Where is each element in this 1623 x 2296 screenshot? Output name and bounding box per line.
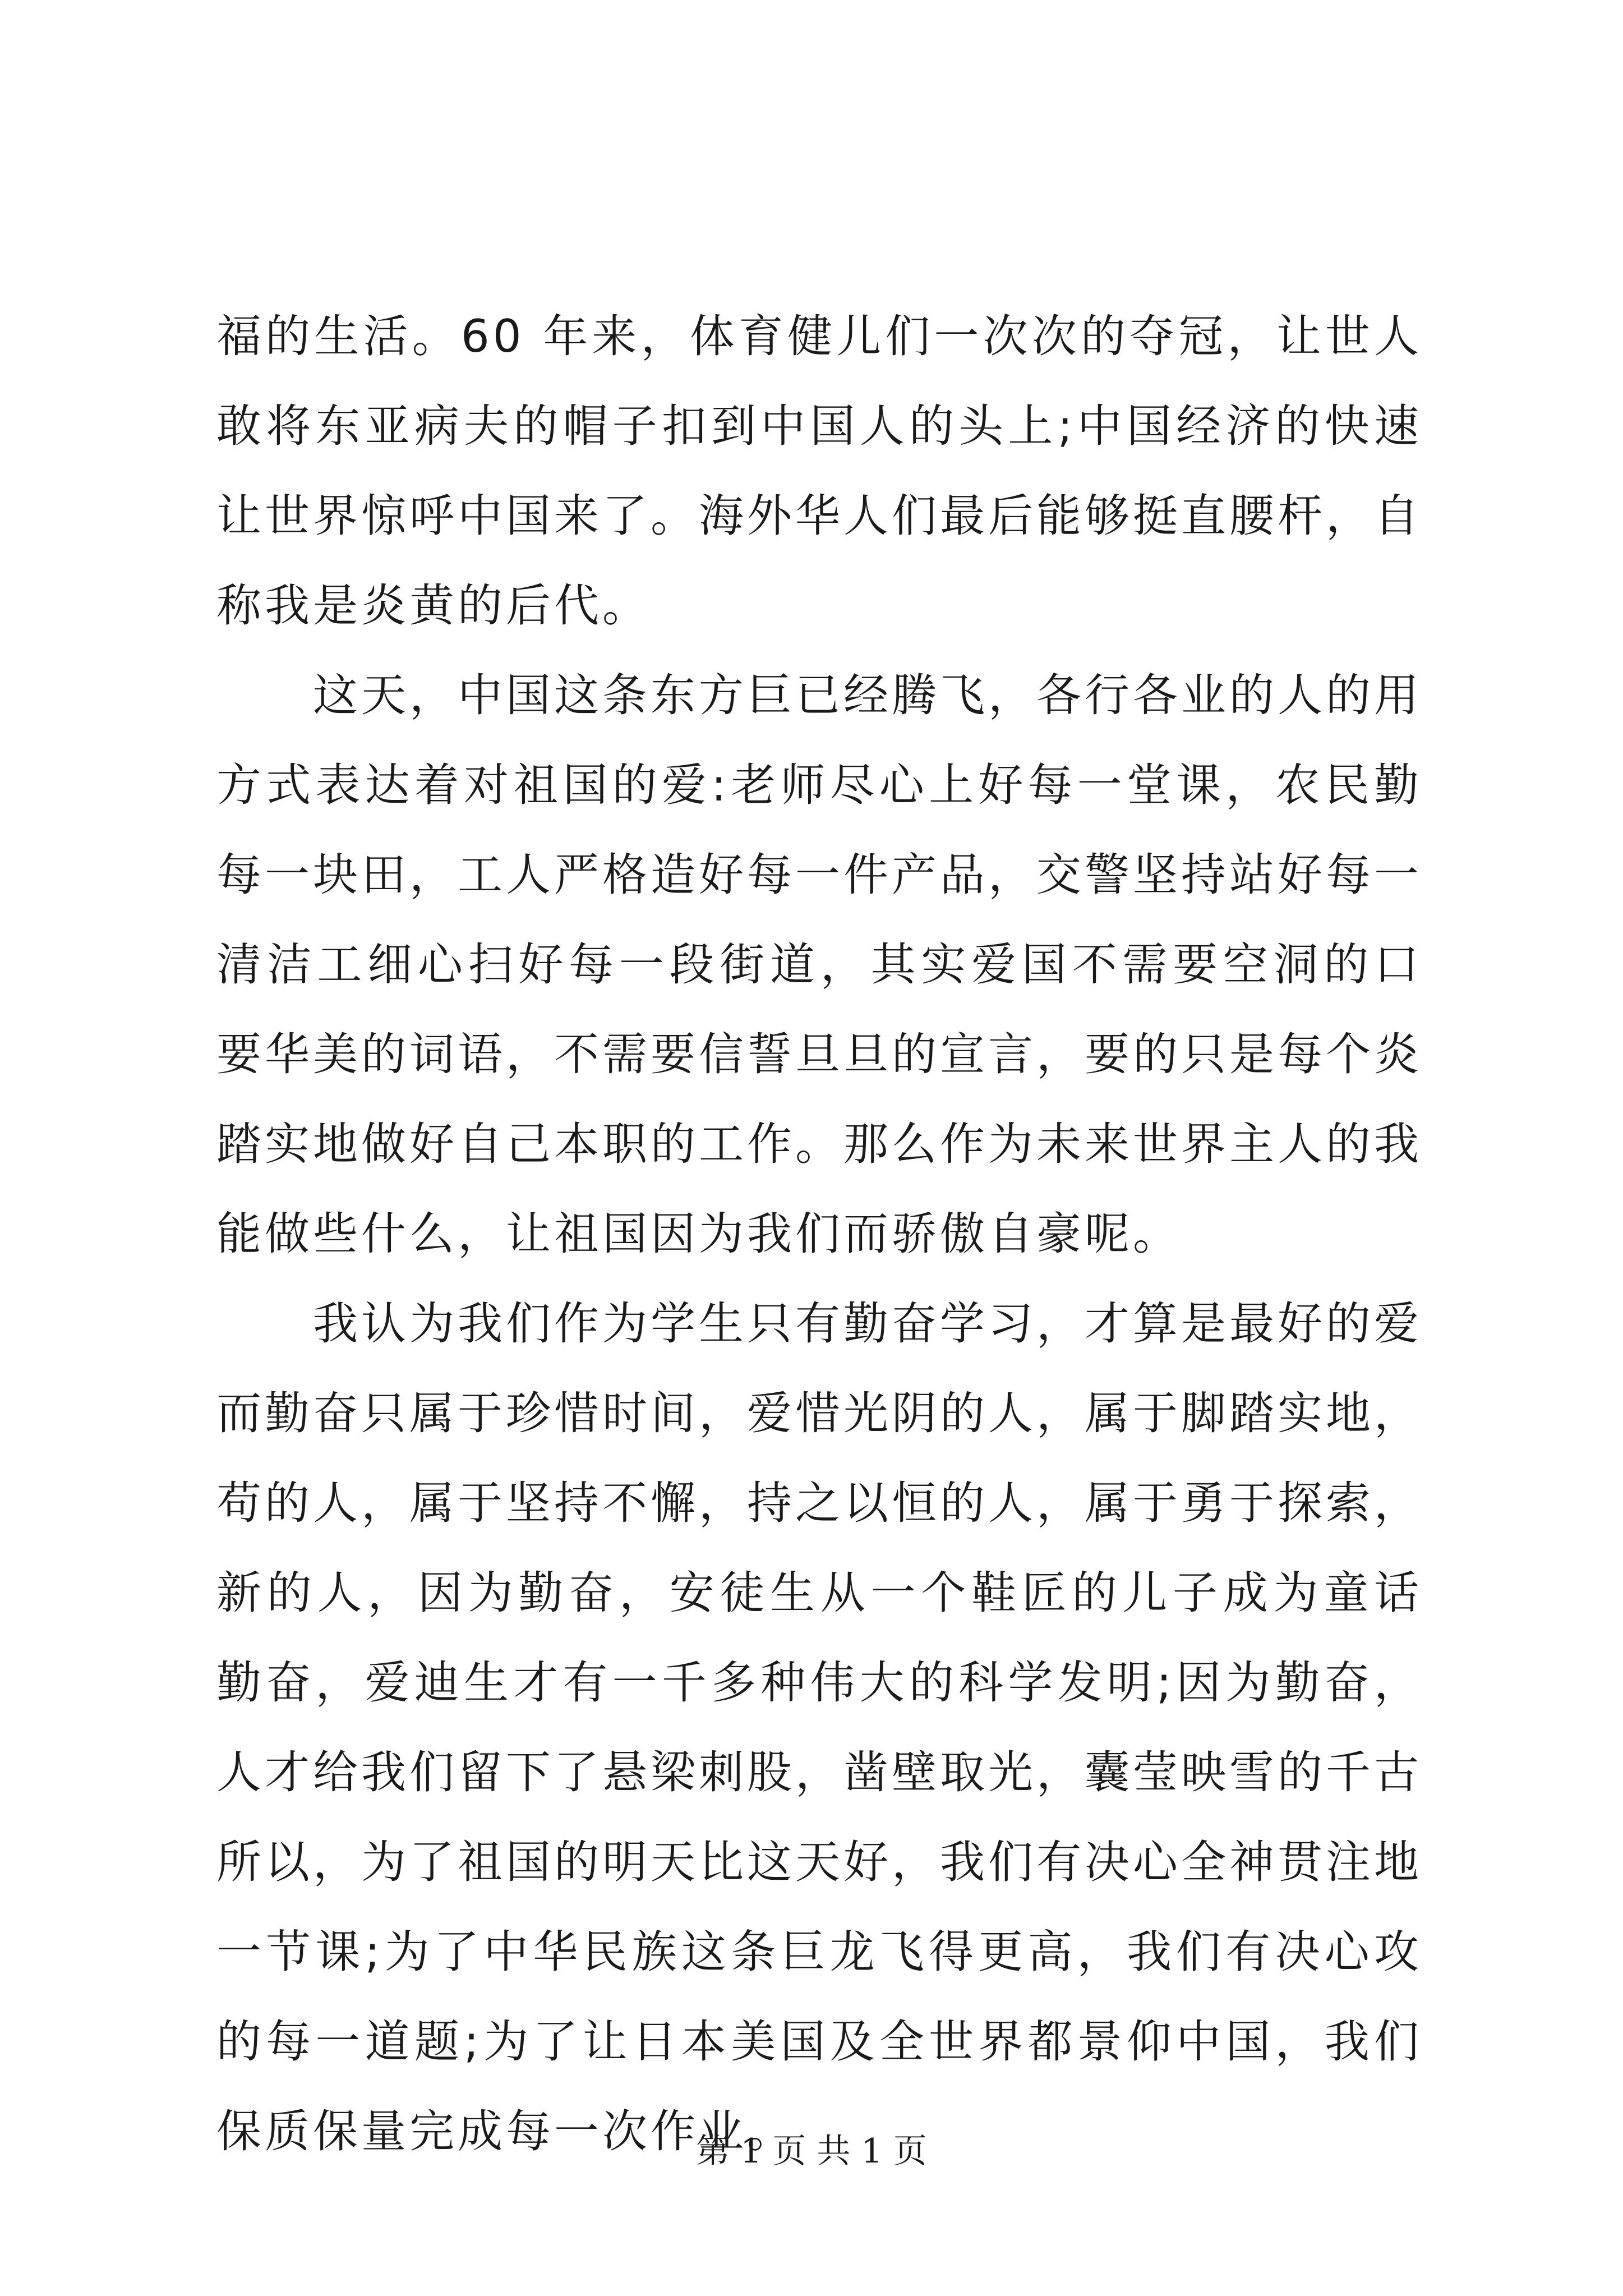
page-footer: 第 1 页 共 1 页 [696,2132,927,2171]
text-line: 每一块田，工人严格造好每一件产品，交警坚持站好每一 [216,849,1422,901]
text-line: 要华美的词语，不需要信誓旦旦的宣言，要的只是每个炎 [216,1028,1422,1080]
text-line: 人才给我们留下了悬梁刺股，凿壁取光，囊莹映雪的千古 [216,1746,1422,1798]
text-line: 敢将东亚病夫的帽子扣到中国人的头上;中国经济的快速 [216,400,1422,452]
text-line: 能做些什么，让祖国因为我们而骄傲自豪呢。 [216,1208,1181,1260]
text-line: 勤奋，爱迪生才有一千多种伟大的科学发明;因为勤奋， [216,1657,1422,1709]
text-line: 苟的人，属于坚持不懈，持之以恒的人，属于勇于探索， [216,1477,1422,1529]
document-body [216,292,1422,2177]
text-line: 这天，中国这条东方巨已经腾飞，各行各业的人的用 [313,669,1422,721]
text-line: 新的人，因为勤奋，安徒生从一个鞋匠的儿子成为童话 [216,1567,1422,1619]
text-line: 称我是炎黄的后代。 [216,579,651,632]
text-line: 福的生活。60 年来，体育健儿们一次次的夺冠，让世人 [216,310,1422,362]
text-line: 方式表达着对祖国的爱:老师尽心上好每一堂课，农民勤 [216,759,1422,811]
text-line: 清洁工细心扫好每一段街道，其实爱国不需要空洞的口 [216,938,1422,991]
text-line: 而勤奋只属于珍惜时间，爱惜光阴的人，属于脚踏实地， [216,1387,1422,1439]
text-line: 保质保量完成每一次作业。 [216,2105,795,2157]
text-line: 踏实地做好自己本职的工作。那么作为未来世界主人的我 [216,1118,1422,1170]
text-line: 让世界惊呼中国来了。海外华人们最后能够挺直腰杆，自 [216,490,1422,542]
text-line: 的每一道题;为了让日本美国及全世界都景仰中国，我们 [216,2016,1422,2068]
text-line: 我认为我们作为学生只有勤奋学习，才算是最好的爱 [313,1297,1422,1350]
text-line: 所以，为了祖国的明天比这天好，我们有决心全神贯注地 [216,1836,1422,1888]
text-line: 一节课;为了中华民族这条巨龙飞得更高，我们有决心攻 [216,1926,1422,1978]
